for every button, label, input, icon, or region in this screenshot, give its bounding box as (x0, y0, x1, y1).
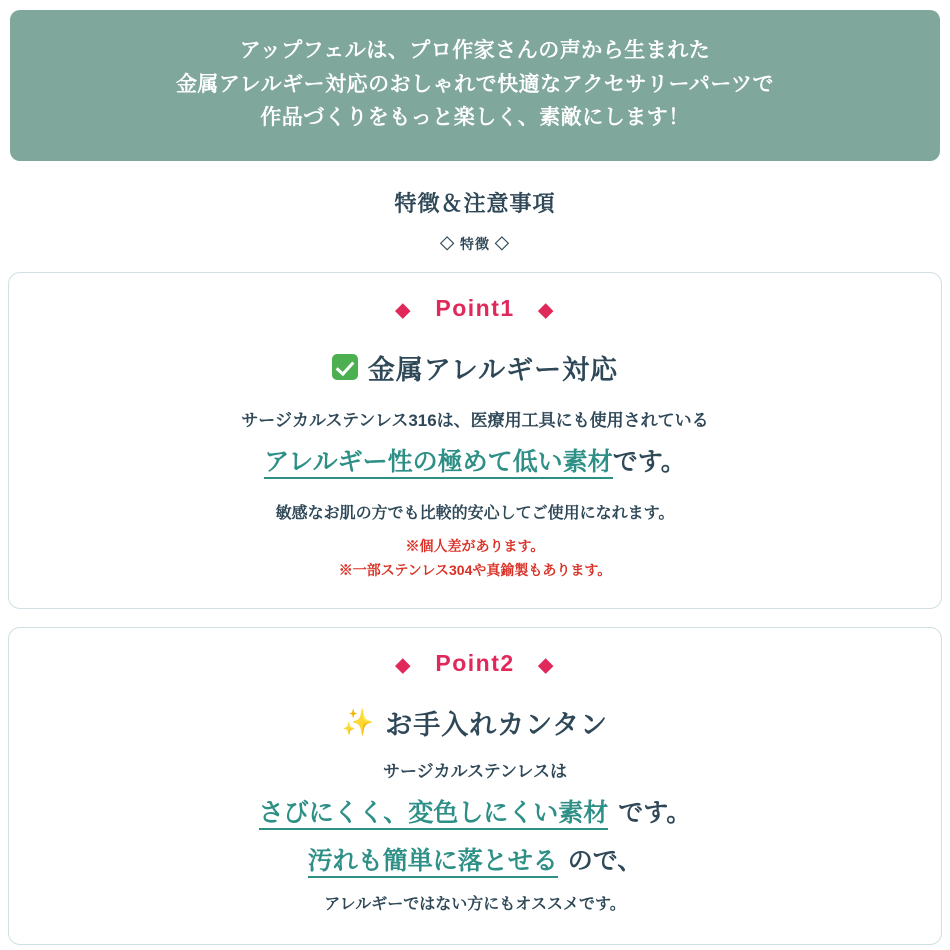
header-banner (10, 10, 940, 161)
card1-note-1: ※個人差があります。 (405, 538, 545, 555)
card2-highlight-row-1 (29, 795, 921, 833)
card2-highlight-row-2 (29, 843, 921, 881)
diamond-right-icon: ◆ (538, 654, 555, 676)
card1-line1: サージカルステンレス316は、医療用工具にも使用されている (241, 410, 709, 430)
banner-line-1: アップフェルは、プロ作家さんの声から生まれた (239, 39, 711, 62)
card1-highlight-row (29, 444, 921, 482)
point-label-2 (29, 650, 921, 677)
card-heading-1 (29, 348, 921, 387)
card2-line2: アレルギーではない方にもオススメです。 (324, 896, 626, 914)
card-heading-text-2: お手入れカンタン (385, 709, 609, 740)
feature-card-point2 (8, 627, 942, 945)
sparkles-icon: ✨ (341, 707, 376, 738)
card1-note-2: ※一部ステンレス304や真鍮製もあります。 (338, 562, 612, 579)
card1-highlight: アレルギー性の極めて低い素材 (264, 448, 612, 479)
card1-highlight-suffix: です。 (612, 447, 686, 476)
banner-line-2: 金属アレルギー対応のおしゃれで快適なアクセサリーパーツで (175, 72, 775, 96)
card-heading-2 (29, 703, 921, 742)
banner-line-3: 作品づくりをもっと楽しく、素敵にします！ (260, 106, 690, 130)
point-label-text-2: Point2 (435, 649, 515, 676)
feature-card-point1 (8, 272, 942, 609)
card2-highlight-2: 汚れも簡単に落とせる (308, 847, 558, 878)
point-label-text-1: Point1 (435, 294, 515, 321)
card2-highlight-1: さびにくく、変色しにくい素材 (259, 799, 609, 830)
card2-highlight-suffix-1: です。 (618, 799, 692, 828)
section-subtitle: ◇ 特徴 ◇ (440, 235, 510, 252)
point-label-1 (29, 295, 921, 322)
card-heading-text-1: 金属アレルギー対応 (367, 354, 619, 385)
card2-line1: サージカルステンレスは (382, 761, 568, 781)
diamond-left-icon: ◆ (395, 299, 412, 321)
diamond-left-icon: ◆ (395, 654, 412, 676)
diamond-right-icon: ◆ (538, 299, 555, 321)
section-title: 特徴＆注意事項 (394, 190, 556, 216)
card1-line2: 敏感なお肌の方でも比較的安心してご使用になれます。 (275, 505, 675, 523)
card2-highlight-suffix-2: ので、 (567, 846, 643, 875)
green-check-icon (332, 354, 358, 380)
